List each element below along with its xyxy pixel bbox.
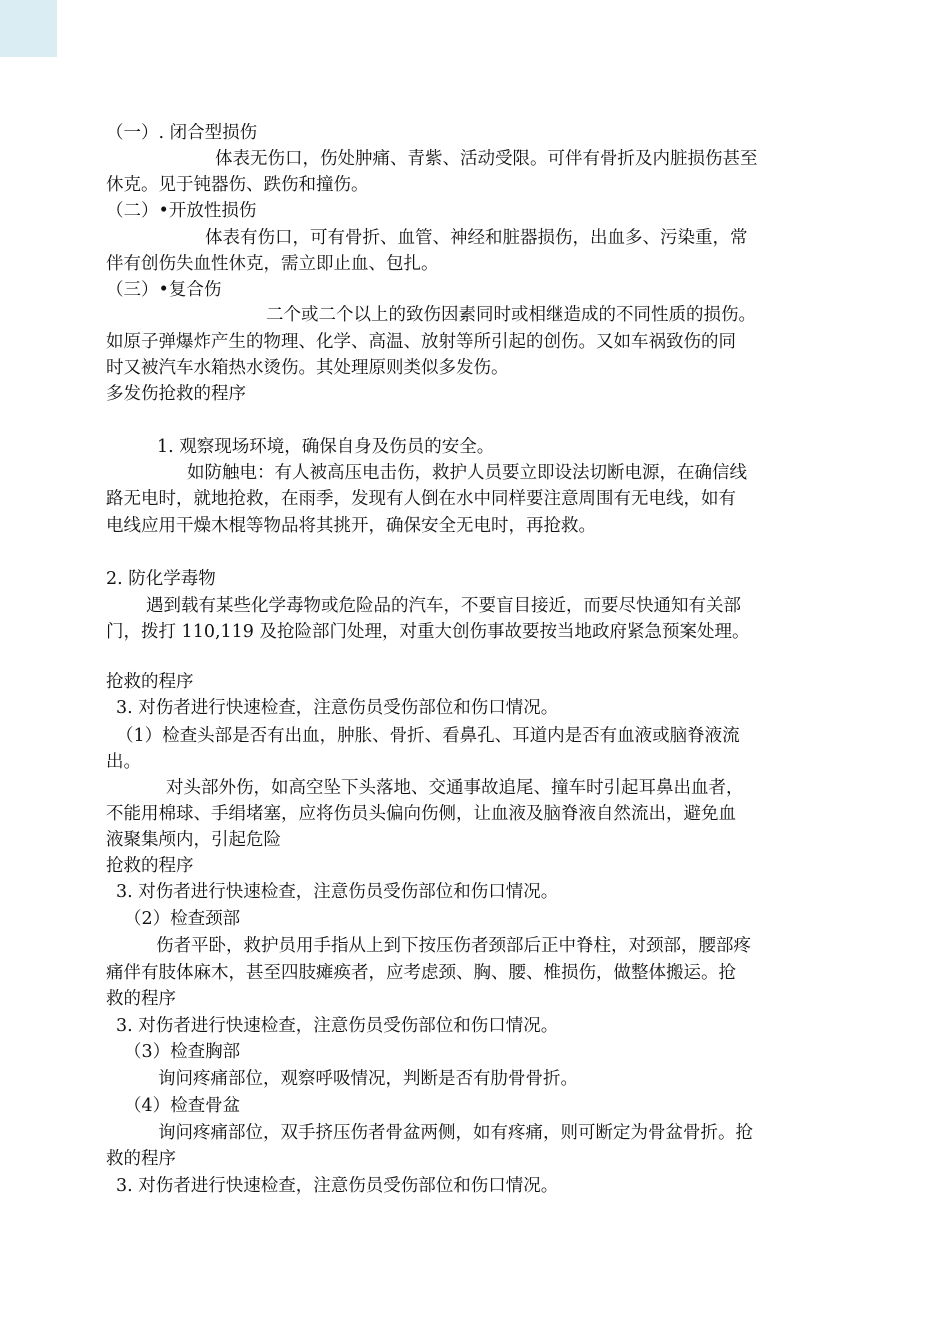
paragraph-line: 伤者平卧，救护员用手指从上到下按压伤者颈部后正中脊柱，对颈部，腰部疼 <box>156 936 751 956</box>
paragraph-line: 询问疼痛部位，双手挤压伤者骨盆两侧，如有疼痛，则可断定为骨盆骨折。抢 <box>158 1123 753 1143</box>
step-item: 3. 对伤者进行快速检查，注意伤员受伤部位和伤口情况。 <box>116 698 559 718</box>
step-item: 1. 观察现场环境，确保自身及伤员的安全。 <box>157 437 495 457</box>
paragraph-line: 休克。见于钝器伤、跌伤和撞伤。 <box>106 175 369 195</box>
paragraph-line: 遇到载有某些化学毒物或危险品的汽车，不要盲目接近，而要尽快通知有关部 <box>146 596 741 616</box>
section-title: 抢救的程序 <box>106 856 194 876</box>
paragraph-line: 出。 <box>106 752 141 772</box>
paragraph-line: 电线应用干燥木棍等物品将其挑开，确保安全无电时，再抢救。 <box>106 516 596 536</box>
paragraph-line: 如防触电：有人被高压电击伤，救护人员要立即设法切断电源，在确信线 <box>187 463 747 483</box>
sub-item: （1）检查头部是否有出血，肿胀、骨折、看鼻孔、耳道内是否有血液或脑脊液流 <box>116 726 740 746</box>
paragraph-line: 二个或二个以上的致伤因素同时或相继造成的不同性质的损伤。 <box>266 305 756 325</box>
heading-open-injury: （二）•开放性损伤 <box>106 201 257 221</box>
paragraph-line: 如原子弹爆炸产生的物理、化学、高温、放射等所引起的创伤。又如车祸致伤的同 <box>106 332 736 352</box>
sub-item: （3）检查胸部 <box>124 1042 241 1062</box>
step-item: 3. 对伤者进行快速检查，注意伤员受伤部位和伤口情况。 <box>116 882 559 902</box>
heading-closed-injury: （一）. 闭合型损伤 <box>106 123 258 143</box>
paragraph-line: 询问疼痛部位，观察呼吸情况，判断是否有肋骨骨折。 <box>158 1069 578 1089</box>
paragraph-line: 救的程序 <box>106 1149 176 1169</box>
paragraph-line: 时又被汽车水箱热水烫伤。其处理原则类似多发伤。 <box>106 358 509 378</box>
paragraph-line: 不能用棉球、手绢堵塞，应将伤员头偏向伤侧，让血液及脑脊液自然流出，避免血 <box>106 804 736 824</box>
paragraph-line: 路无电时，就地抢救，在雨季，发现有人倒在水中同样要注意周围有无电线，如有 <box>106 489 736 509</box>
paragraph-line: 液聚集颅内，引起危险 <box>106 830 281 850</box>
paragraph-line: 对头部外伤，如高空坠下头落地、交通事故追尾、撞车时引起耳鼻出血者， <box>166 778 744 798</box>
section-title: 多发伤抢救的程序 <box>106 384 246 404</box>
step-item: 3. 对伤者进行快速检查，注意伤员受伤部位和伤口情况。 <box>116 1016 559 1036</box>
section-title: 抢救的程序 <box>106 672 194 692</box>
sub-item: （2）检查颈部 <box>124 909 241 929</box>
paragraph-line: 体表无伤口，伤处肿痛、青紫、活动受限。可伴有骨折及内脏损伤甚至 <box>215 149 758 169</box>
paragraph-line: 门，拨打 110,119 及抢险部门处理，对重大创伤事故要按当地政府紧急预案处理。 <box>106 622 750 642</box>
paragraph-line: 体表有伤口，可有骨折、血管、神经和脏器损伤，出血多、污染重，常 <box>205 228 748 248</box>
sub-item: （4）检查骨盆 <box>124 1096 241 1116</box>
step-item: 2. 防化学毒物 <box>106 569 216 589</box>
step-item: 3. 对伤者进行快速检查，注意伤员受伤部位和伤口情况。 <box>116 1176 559 1196</box>
paragraph-line: 痛伴有肢体麻木，甚至四肢瘫痪者，应考虑颈、胸、腰、椎损伤，做整体搬运。抢 <box>106 963 736 983</box>
paragraph-line: 救的程序 <box>106 989 176 1009</box>
heading-combined-injury: （三）•复合伤 <box>106 280 222 300</box>
paragraph-line: 伴有创伤失血性休克，需立即止血、包扎。 <box>106 254 439 274</box>
